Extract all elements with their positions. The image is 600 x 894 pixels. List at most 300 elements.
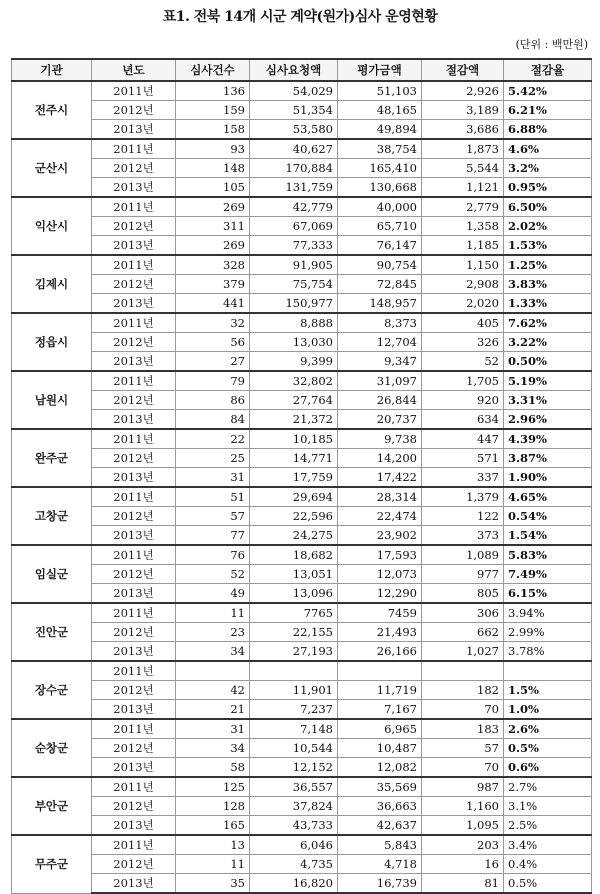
request-cell: 7,148: [250, 719, 338, 739]
year-cell: 2013년: [92, 816, 176, 836]
request-cell: 150,977: [250, 294, 338, 314]
count-cell: 79: [176, 371, 250, 391]
savings-cell: 447: [422, 429, 504, 449]
count-cell: [176, 661, 250, 681]
org-group: [12, 197, 592, 255]
rate-cell: 1.25%: [504, 255, 592, 275]
year-cell: 2013년: [92, 120, 176, 140]
table-row: [12, 178, 592, 198]
header-count: 심사건수: [176, 59, 250, 81]
savings-cell: 122: [422, 507, 504, 526]
rate-cell: 6.15%: [504, 584, 592, 604]
request-cell: 67,069: [250, 217, 338, 236]
count-cell: 158: [176, 120, 250, 140]
table-row: [12, 255, 592, 275]
org-group: [12, 487, 592, 545]
request-cell: 131,759: [250, 178, 338, 198]
rate-cell: 3.4%: [504, 835, 592, 855]
request-cell: [250, 661, 338, 681]
year-cell: 2012년: [92, 739, 176, 758]
count-cell: 52: [176, 565, 250, 584]
count-cell: 32: [176, 313, 250, 333]
rate-cell: 3.83%: [504, 275, 592, 294]
year-cell: 2013년: [92, 642, 176, 662]
appraised-cell: 35,569: [338, 777, 422, 797]
savings-cell: 1,150: [422, 255, 504, 275]
table-row: [12, 777, 592, 797]
appraised-cell: 72,845: [338, 275, 422, 294]
org-cell: 익산시: [12, 197, 92, 255]
rate-cell: 0.50%: [504, 352, 592, 372]
request-cell: 13,096: [250, 584, 338, 604]
header-savings: 절감액: [422, 59, 504, 81]
request-cell: 14,771: [250, 449, 338, 468]
appraised-cell: 12,073: [338, 565, 422, 584]
org-cell: 군산시: [12, 139, 92, 197]
year-cell: 2012년: [92, 275, 176, 294]
table-row: [12, 371, 592, 391]
rate-cell: 0.6%: [504, 758, 592, 778]
rate-cell: 3.2%: [504, 159, 592, 178]
year-cell: 2012년: [92, 507, 176, 526]
appraised-cell: 76,147: [338, 236, 422, 256]
savings-cell: 987: [422, 777, 504, 797]
table-row: [12, 275, 592, 294]
rate-cell: 3.31%: [504, 391, 592, 410]
request-cell: 27,193: [250, 642, 338, 662]
table-row: [12, 642, 592, 662]
request-cell: 75,754: [250, 275, 338, 294]
savings-cell: 5,544: [422, 159, 504, 178]
rate-cell: 0.54%: [504, 507, 592, 526]
header-request: 심사요청액: [250, 59, 338, 81]
count-cell: 11: [176, 855, 250, 874]
appraised-cell: 48,165: [338, 101, 422, 120]
savings-cell: 1,027: [422, 642, 504, 662]
table-row: [12, 468, 592, 488]
savings-cell: 1,185: [422, 236, 504, 256]
request-cell: 42,779: [250, 197, 338, 217]
table-row: [12, 816, 592, 836]
rate-cell: 0.5%: [504, 874, 592, 894]
appraised-cell: 36,663: [338, 797, 422, 816]
request-cell: 32,802: [250, 371, 338, 391]
year-cell: 2011년: [92, 197, 176, 217]
org-cell: 순창군: [12, 719, 92, 777]
savings-cell: 662: [422, 623, 504, 642]
request-cell: 4,735: [250, 855, 338, 874]
year-cell: 2011년: [92, 487, 176, 507]
rate-cell: 5.19%: [504, 371, 592, 391]
savings-cell: 3,189: [422, 101, 504, 120]
request-cell: 54,029: [250, 81, 338, 101]
count-cell: 35: [176, 874, 250, 894]
rate-cell: 2.7%: [504, 777, 592, 797]
count-cell: 148: [176, 159, 250, 178]
table-row: [12, 120, 592, 140]
count-cell: 21: [176, 700, 250, 720]
table-row: [12, 81, 592, 101]
year-cell: 2013년: [92, 700, 176, 720]
org-group: [12, 719, 592, 777]
appraised-cell: 130,668: [338, 178, 422, 198]
year-cell: 2012년: [92, 855, 176, 874]
appraised-cell: 31,097: [338, 371, 422, 391]
appraised-cell: [338, 661, 422, 681]
table-row: [12, 197, 592, 217]
request-cell: 17,759: [250, 468, 338, 488]
year-cell: 2011년: [92, 429, 176, 449]
count-cell: 31: [176, 719, 250, 739]
year-cell: 2013년: [92, 526, 176, 546]
org-cell: 정읍시: [12, 313, 92, 371]
count-cell: 311: [176, 217, 250, 236]
rate-cell: 3.22%: [504, 333, 592, 352]
table-row: [12, 159, 592, 178]
rate-cell: 0.5%: [504, 739, 592, 758]
savings-cell: 81: [422, 874, 504, 894]
count-cell: 23: [176, 623, 250, 642]
table-row: [12, 835, 592, 855]
count-cell: 269: [176, 236, 250, 256]
appraised-cell: 9,347: [338, 352, 422, 372]
appraised-cell: 10,487: [338, 739, 422, 758]
savings-cell: 571: [422, 449, 504, 468]
count-cell: 25: [176, 449, 250, 468]
table-row: [12, 758, 592, 778]
table-row: [12, 333, 592, 352]
count-cell: 58: [176, 758, 250, 778]
table-row: [12, 139, 592, 159]
year-cell: 2013년: [92, 468, 176, 488]
table-row: [12, 507, 592, 526]
savings-cell: 2,020: [422, 294, 504, 314]
appraised-cell: 17,422: [338, 468, 422, 488]
table-row: [12, 797, 592, 816]
request-cell: 18,682: [250, 545, 338, 565]
rate-cell: 2.96%: [504, 410, 592, 430]
table-row: [12, 449, 592, 468]
rate-cell: 7.49%: [504, 565, 592, 584]
appraised-cell: 40,000: [338, 197, 422, 217]
savings-cell: 57: [422, 739, 504, 758]
table-row: [12, 487, 592, 507]
year-cell: 2011년: [92, 139, 176, 159]
table-row: [12, 855, 592, 874]
rate-cell: 1.53%: [504, 236, 592, 256]
rate-cell: 1.90%: [504, 468, 592, 488]
year-cell: 2012년: [92, 623, 176, 642]
rate-cell: 7.62%: [504, 313, 592, 333]
savings-cell: 182: [422, 681, 504, 700]
request-cell: 24,275: [250, 526, 338, 546]
appraised-cell: 22,474: [338, 507, 422, 526]
request-cell: 43,733: [250, 816, 338, 836]
request-cell: 29,694: [250, 487, 338, 507]
appraised-cell: 21,493: [338, 623, 422, 642]
count-cell: 328: [176, 255, 250, 275]
savings-cell: 306: [422, 603, 504, 623]
rate-cell: 2.6%: [504, 719, 592, 739]
count-cell: 125: [176, 777, 250, 797]
savings-cell: 2,926: [422, 81, 504, 101]
savings-cell: 70: [422, 758, 504, 778]
appraised-cell: 12,290: [338, 584, 422, 604]
org-cell: 남원시: [12, 371, 92, 429]
table-row: [12, 700, 592, 720]
table-row: [12, 545, 592, 565]
savings-cell: 1,705: [422, 371, 504, 391]
header-org: 기관: [12, 59, 92, 81]
savings-cell: 70: [422, 700, 504, 720]
year-cell: 2013년: [92, 236, 176, 256]
savings-cell: 977: [422, 565, 504, 584]
request-cell: 13,030: [250, 333, 338, 352]
year-cell: 2012년: [92, 681, 176, 700]
savings-cell: 805: [422, 584, 504, 604]
appraised-cell: 16,739: [338, 874, 422, 894]
table-row: [12, 874, 592, 894]
org-group: [12, 81, 592, 139]
org-group: [12, 255, 592, 313]
request-cell: 8,888: [250, 313, 338, 333]
year-cell: 2012년: [92, 333, 176, 352]
rate-cell: 4.6%: [504, 139, 592, 159]
count-cell: 136: [176, 81, 250, 101]
savings-cell: 2,908: [422, 275, 504, 294]
savings-cell: 326: [422, 333, 504, 352]
table-row: [12, 526, 592, 546]
year-cell: 2012년: [92, 217, 176, 236]
year-cell: 2013년: [92, 584, 176, 604]
year-cell: 2012년: [92, 797, 176, 816]
savings-cell: [422, 661, 504, 681]
appraised-cell: 38,754: [338, 139, 422, 159]
savings-cell: 405: [422, 313, 504, 333]
count-cell: 56: [176, 333, 250, 352]
request-cell: 77,333: [250, 236, 338, 256]
rate-cell: 0.4%: [504, 855, 592, 874]
table-row: [12, 352, 592, 372]
org-group: [12, 429, 592, 487]
request-cell: 9,399: [250, 352, 338, 372]
appraised-cell: 6,965: [338, 719, 422, 739]
appraised-cell: 7459: [338, 603, 422, 623]
table-row: [12, 719, 592, 739]
operations-table: [11, 58, 592, 894]
appraised-cell: 12,082: [338, 758, 422, 778]
rate-cell: 3.78%: [504, 642, 592, 662]
request-cell: 51,354: [250, 101, 338, 120]
rate-cell: 6.21%: [504, 101, 592, 120]
request-cell: 22,596: [250, 507, 338, 526]
count-cell: 31: [176, 468, 250, 488]
appraised-cell: 51,103: [338, 81, 422, 101]
request-cell: 13,051: [250, 565, 338, 584]
count-cell: 105: [176, 178, 250, 198]
org-group: [12, 313, 592, 371]
appraised-cell: 26,166: [338, 642, 422, 662]
unit-label: (단위 : 백만원): [515, 38, 588, 51]
header-row: [12, 59, 592, 81]
year-cell: 2013년: [92, 758, 176, 778]
count-cell: 34: [176, 642, 250, 662]
savings-cell: 1,121: [422, 178, 504, 198]
org-cell: 임실군: [12, 545, 92, 603]
request-cell: 7,237: [250, 700, 338, 720]
appraised-cell: 5,843: [338, 835, 422, 855]
table-row: [12, 584, 592, 604]
year-cell: 2012년: [92, 449, 176, 468]
rate-cell: 4.39%: [504, 429, 592, 449]
count-cell: 27: [176, 352, 250, 372]
year-cell: 2011년: [92, 313, 176, 333]
table-row: [12, 429, 592, 449]
request-cell: 6,046: [250, 835, 338, 855]
org-cell: 무주군: [12, 835, 92, 893]
rate-cell: 1.0%: [504, 700, 592, 720]
request-cell: 7765: [250, 603, 338, 623]
appraised-cell: 65,710: [338, 217, 422, 236]
org-cell: 완주군: [12, 429, 92, 487]
appraised-cell: 9,738: [338, 429, 422, 449]
rate-cell: [504, 661, 592, 681]
savings-cell: 337: [422, 468, 504, 488]
table-row: [12, 236, 592, 256]
table-row: [12, 623, 592, 642]
request-cell: 12,152: [250, 758, 338, 778]
count-cell: 165: [176, 816, 250, 836]
savings-cell: 183: [422, 719, 504, 739]
table-row: [12, 661, 592, 681]
savings-cell: 52: [422, 352, 504, 372]
year-cell: 2011년: [92, 255, 176, 275]
savings-cell: 1,089: [422, 545, 504, 565]
table-row: [12, 565, 592, 584]
table-row: [12, 603, 592, 623]
rate-cell: 1.33%: [504, 294, 592, 314]
count-cell: 77: [176, 526, 250, 546]
request-cell: 36,557: [250, 777, 338, 797]
year-cell: 2013년: [92, 410, 176, 430]
rate-cell: 3.1%: [504, 797, 592, 816]
savings-cell: 634: [422, 410, 504, 430]
savings-cell: 1,358: [422, 217, 504, 236]
count-cell: 269: [176, 197, 250, 217]
org-cell: 김제시: [12, 255, 92, 313]
table-row: [12, 410, 592, 430]
savings-cell: 1,160: [422, 797, 504, 816]
rate-cell: 2.5%: [504, 816, 592, 836]
rate-cell: 1.54%: [504, 526, 592, 546]
appraised-cell: 12,704: [338, 333, 422, 352]
appraised-cell: 148,957: [338, 294, 422, 314]
year-cell: 2011년: [92, 545, 176, 565]
org-group: [12, 661, 592, 719]
rate-cell: 4.65%: [504, 487, 592, 507]
org-cell: 진안군: [12, 603, 92, 661]
request-cell: 170,884: [250, 159, 338, 178]
request-cell: 22,155: [250, 623, 338, 642]
rate-cell: 5.83%: [504, 545, 592, 565]
rate-cell: 1.5%: [504, 681, 592, 700]
table-row: [12, 294, 592, 314]
year-cell: 2011년: [92, 835, 176, 855]
request-cell: 40,627: [250, 139, 338, 159]
appraised-cell: 4,718: [338, 855, 422, 874]
rate-cell: 3.87%: [504, 449, 592, 468]
rate-cell: 0.95%: [504, 178, 592, 198]
org-group: [12, 603, 592, 661]
rate-cell: 5.42%: [504, 81, 592, 101]
header-appraised: 평가금액: [338, 59, 422, 81]
count-cell: 49: [176, 584, 250, 604]
rate-cell: 3.94%: [504, 603, 592, 623]
count-cell: 51: [176, 487, 250, 507]
appraised-cell: 20,737: [338, 410, 422, 430]
count-cell: 86: [176, 391, 250, 410]
savings-cell: 920: [422, 391, 504, 410]
count-cell: 128: [176, 797, 250, 816]
rate-cell: 2.02%: [504, 217, 592, 236]
appraised-cell: 8,373: [338, 313, 422, 333]
year-cell: 2012년: [92, 159, 176, 178]
appraised-cell: 28,314: [338, 487, 422, 507]
appraised-cell: 42,637: [338, 816, 422, 836]
appraised-cell: 7,167: [338, 700, 422, 720]
org-group: [12, 777, 592, 835]
savings-cell: 1,873: [422, 139, 504, 159]
appraised-cell: 23,902: [338, 526, 422, 546]
request-cell: 10,544: [250, 739, 338, 758]
year-cell: 2011년: [92, 661, 176, 681]
count-cell: 34: [176, 739, 250, 758]
year-cell: 2012년: [92, 391, 176, 410]
org-group: [12, 371, 592, 429]
request-cell: 27,764: [250, 391, 338, 410]
request-cell: 91,905: [250, 255, 338, 275]
appraised-cell: 165,410: [338, 159, 422, 178]
appraised-cell: 26,844: [338, 391, 422, 410]
count-cell: 379: [176, 275, 250, 294]
year-cell: 2013년: [92, 178, 176, 198]
appraised-cell: 49,894: [338, 120, 422, 140]
table-title: 표1. 전북 14개 시군 계약(원가)심사 운영현황: [162, 9, 438, 25]
year-cell: 2012년: [92, 565, 176, 584]
org-group: [12, 545, 592, 603]
request-cell: 37,824: [250, 797, 338, 816]
count-cell: 57: [176, 507, 250, 526]
header-year: 년도: [92, 59, 176, 81]
year-cell: 2011년: [92, 777, 176, 797]
org-cell: 부안군: [12, 777, 92, 835]
request-cell: 16,820: [250, 874, 338, 894]
count-cell: 441: [176, 294, 250, 314]
request-cell: 11,901: [250, 681, 338, 700]
org-cell: 고창군: [12, 487, 92, 545]
savings-cell: 2,779: [422, 197, 504, 217]
table-row: [12, 217, 592, 236]
savings-cell: 3,686: [422, 120, 504, 140]
count-cell: 84: [176, 410, 250, 430]
year-cell: 2011년: [92, 603, 176, 623]
request-cell: 10,185: [250, 429, 338, 449]
rate-cell: 6.50%: [504, 197, 592, 217]
count-cell: 42: [176, 681, 250, 700]
count-cell: 11: [176, 603, 250, 623]
table-row: [12, 313, 592, 333]
table-row: [12, 739, 592, 758]
